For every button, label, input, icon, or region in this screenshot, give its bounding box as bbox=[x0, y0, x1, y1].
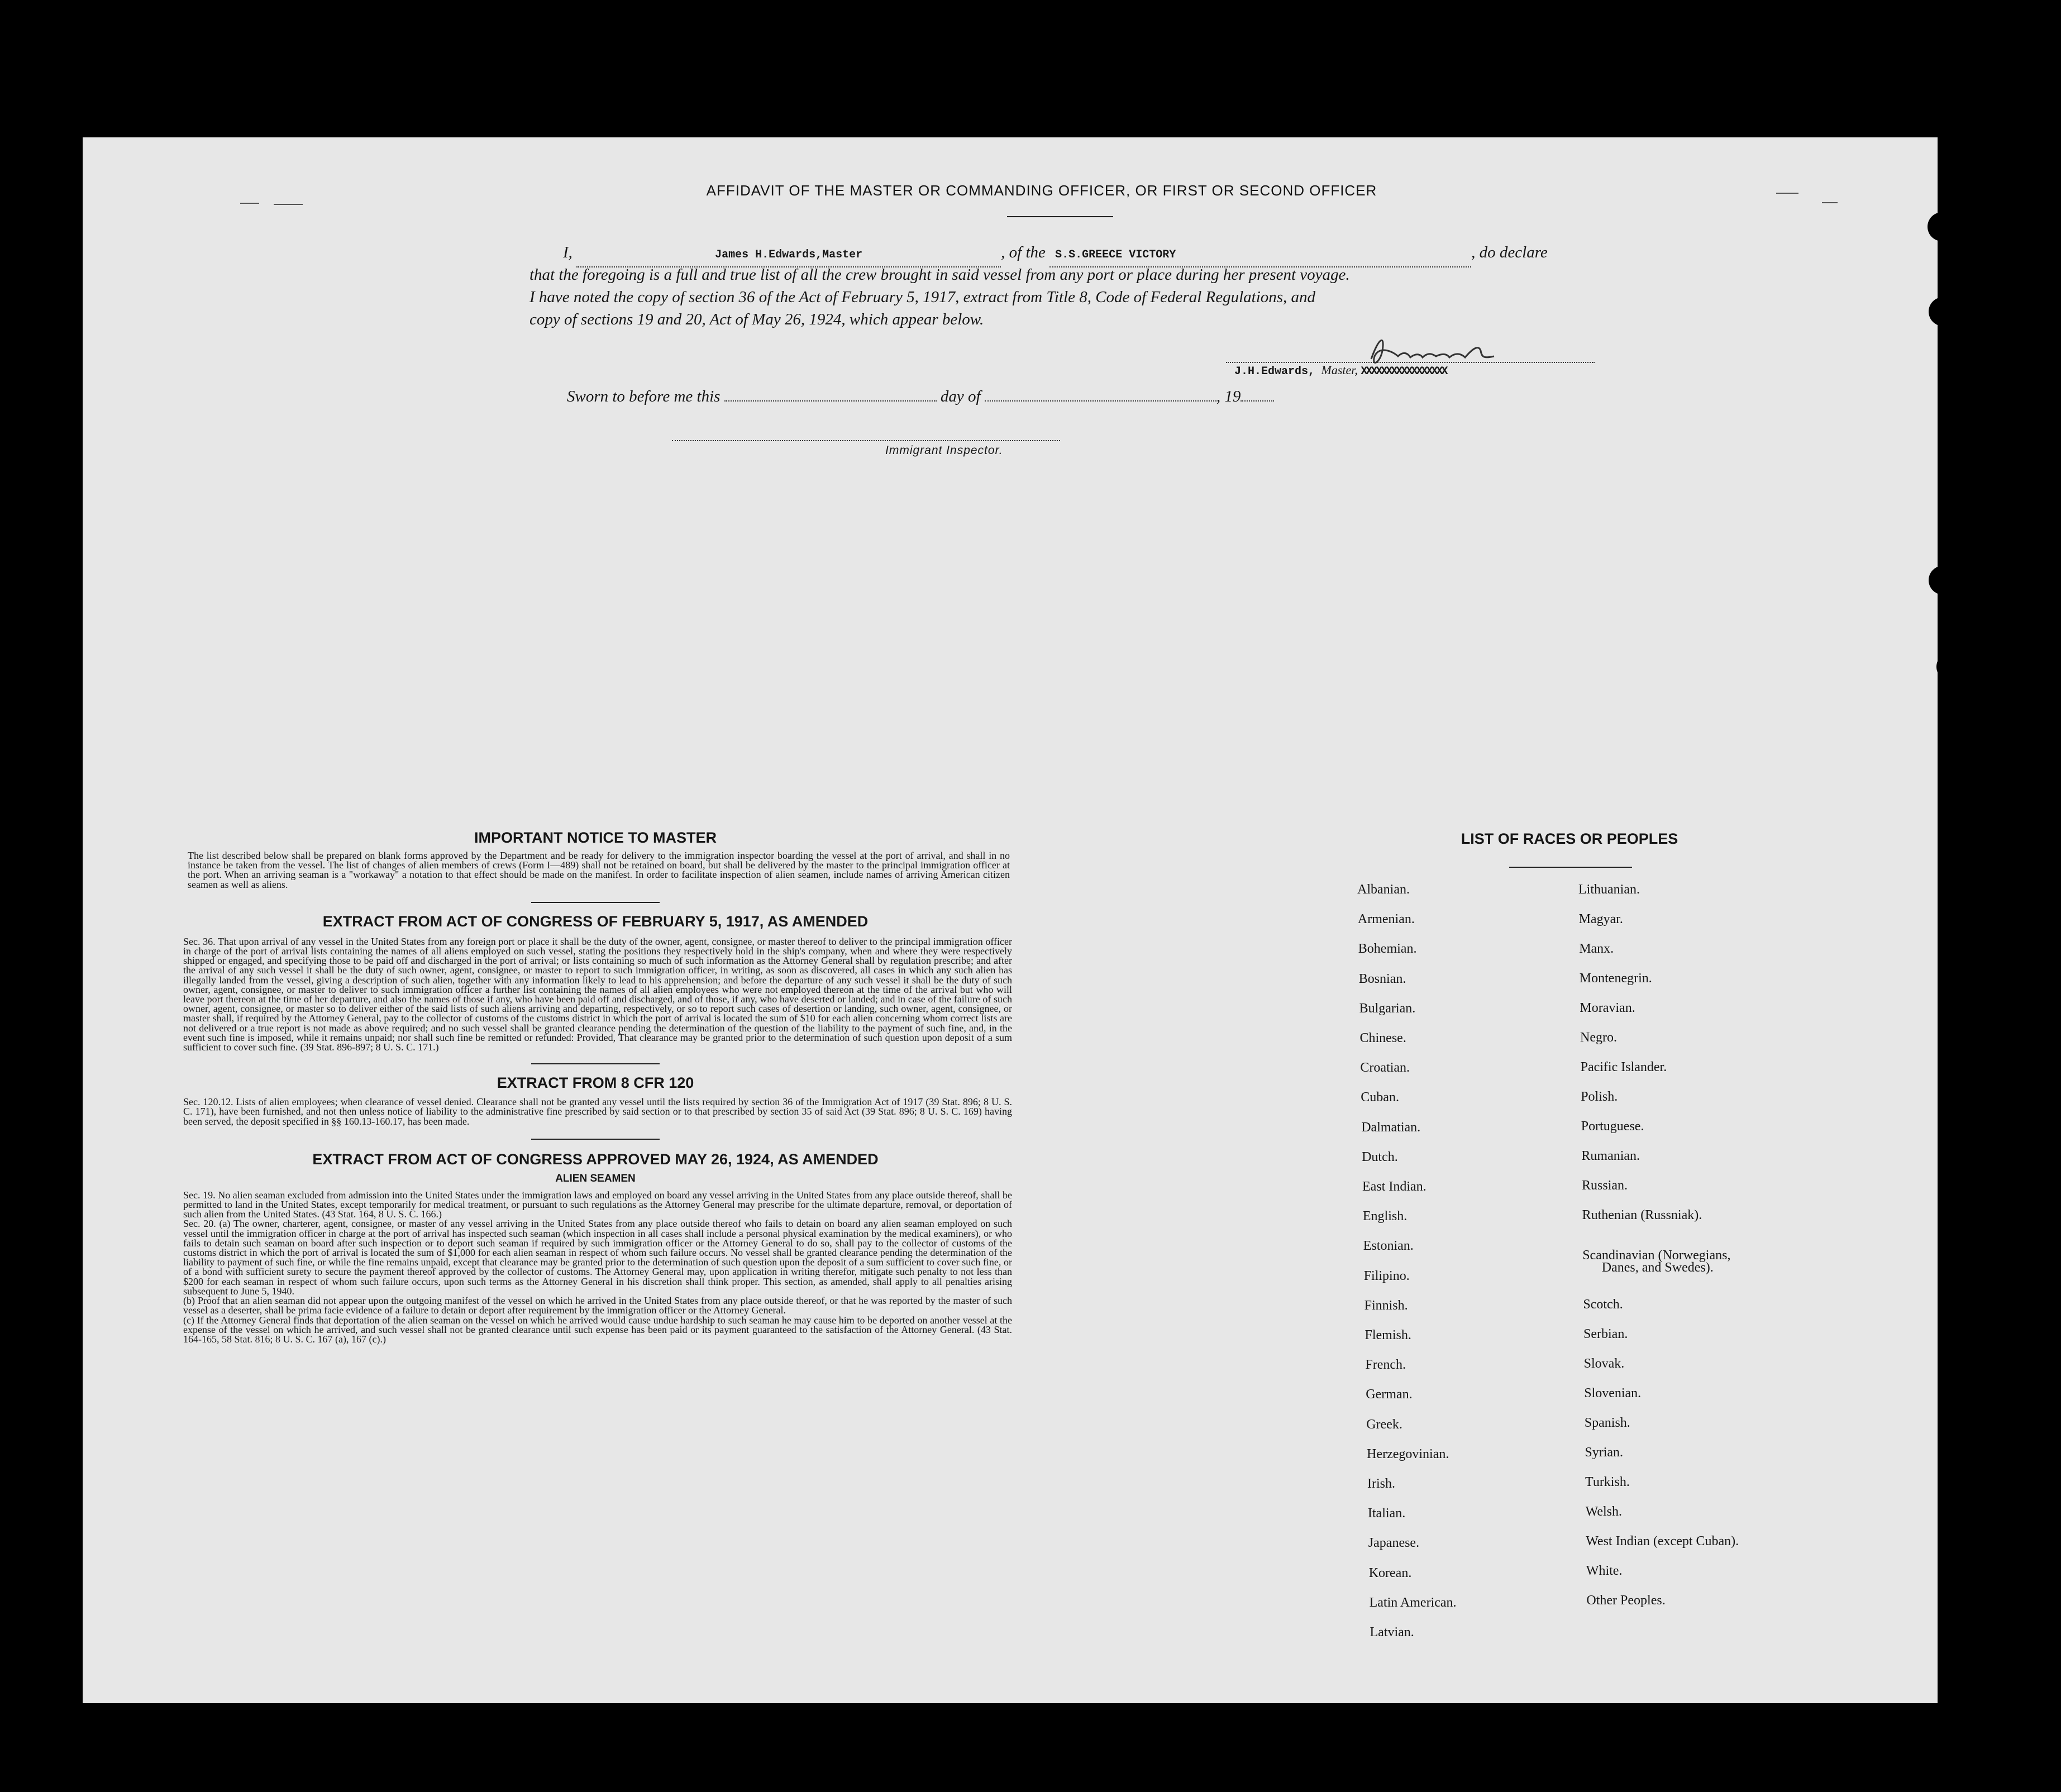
race-item: Greek. bbox=[1366, 1417, 1402, 1432]
race-item: German. bbox=[1366, 1387, 1413, 1402]
punch-hole bbox=[1929, 566, 1958, 595]
divider bbox=[531, 1063, 660, 1064]
race-item: Bulgarian. bbox=[1359, 1001, 1416, 1016]
race-item: Filipino. bbox=[1363, 1268, 1410, 1283]
affidavit-line-4: copy of sections 19 and 20, Act of May 26, 1924, which appear below. bbox=[529, 310, 984, 328]
signer-typed-name: J.H.Edwards, bbox=[1234, 365, 1315, 378]
race-item: Herzegovinian. bbox=[1367, 1446, 1449, 1461]
scan-mark bbox=[1776, 193, 1798, 194]
extract-1924-sec20b: (b) Proof that an alien seaman did not appear upon the outgoing manifest of the vessel on which he arrived in the United States from any place outside thereof, or that he was reported by the master of such vessel as a deserter, shall be prima facie evidence of a failure to detain or deport after requirement by the immigration officer or the Attorney General. bbox=[183, 1295, 1012, 1316]
legal-notices bbox=[179, 829, 1012, 1344]
signer-struck-title: XXXXXXXXXXXXXXXXX bbox=[1361, 365, 1447, 378]
year-label: , 19 bbox=[1216, 388, 1241, 405]
extract-1924-sec20c: (c) If the Attorney General finds that deportation of the alien seaman on the vessel on which he arrived would cause undue hardship to such seaman he may cause him to be deported on another vessel at the expense of the vessel on which he arrived, and such vessel shall not be granted clearance until such expense has been paid or its payment guaranteed to the satisfaction of the Attorney General. (43 Stat. 164-165, 58 Stat. 816; 8 U. S. C. 167 (a), 167 (c).) bbox=[183, 1314, 1012, 1345]
race-item: West Indian (except Cuban). bbox=[1586, 1534, 1739, 1549]
divider bbox=[531, 902, 660, 903]
extract-1924-title: EXTRACT FROM ACT OF CONGRESS APPROVED MAY 26, 1924, AS AMENDED bbox=[312, 1150, 879, 1168]
race-item: Slovenian. bbox=[1584, 1386, 1642, 1401]
races-title-underline bbox=[1509, 867, 1632, 868]
race-item: Negro. bbox=[1580, 1030, 1617, 1045]
affidavit-line-3: I have noted the copy of section 36 of the Act of February 5, 1917, extract from Title 8, Code of Federal Regulations, and bbox=[529, 288, 1316, 306]
race-item: Latvian. bbox=[1370, 1625, 1414, 1640]
race-item: Albanian. bbox=[1357, 882, 1410, 897]
race-item: Slovak. bbox=[1583, 1356, 1625, 1371]
extract-1924-subtitle: ALIEN SEAMEN bbox=[555, 1172, 636, 1184]
race-item: Russian. bbox=[1582, 1178, 1628, 1193]
scan-mark bbox=[1822, 202, 1838, 203]
extract-1924-sec19: Sec. 19. No alien seaman excluded from admission into the United States under the immigration laws and employed on board any vessel arriving in the United States from any place outside thereof, shall be permitted to land in the United States, except temporarily for medical treatment, or pursuant to such regulations as the Attorney General may prescribe for the ultimate departure, removal, or deportation of such alien from the United States. (43 Stat. 164, 8 U. S. C. 166.) bbox=[183, 1189, 1012, 1220]
extract-1924-sec20a: Sec. 20. (a) The owner, charterer, agent, consignee, or master of any vessel arriving in the United States from any place outside thereof who fails to detain on board any alien seaman employed on such vessel until the immigration officer in charge at the port of arrival has inspected such seaman (which inspection in all cases shall include a personal physical examination by the medical examiners), or who fails to detain such seaman on board after such inspection or to deport such seaman if required by such immigration officer or the Attorney General to do so, shall pay to the collector of customs of the customs district in which the port of arrival is located the sum of $1,000 for each alien seaman in respect of whom such failure occurs. No vessel shall be granted clearance pending the determination of the liability to payment of such fine, or while the fine remains unpaid, except that clearance may be granted prior to the determination of such question upon the deposit of a sum sufficient to cover such fine, or of a bond with sufficient surety to secure the payment thereof approved by the collector of customs. The Attorney General may, upon application in writing therefor, mitigate such penalty to not less than $200 for each seaman in respect of whom such failure occurs, upon such terms as the Attorney General in his discretion shall think proper. This section, as amended, shall apply to all penalties arising subsequent to June 5, 1940. bbox=[183, 1218, 1012, 1297]
notice-title: IMPORTANT NOTICE TO MASTER bbox=[474, 829, 717, 846]
race-item: Irish. bbox=[1367, 1476, 1395, 1491]
race-item: Lithuanian. bbox=[1578, 882, 1640, 897]
race-item: Cuban. bbox=[1361, 1090, 1399, 1105]
cfr-title: EXTRACT FROM 8 CFR 120 bbox=[497, 1074, 694, 1092]
extract-1917-body: Sec. 36. That upon arrival of any vessel in the United States from any foreign port or place it shall be the duty of the owner, agent, consignee, or master thereof to deliver to the principal immigration officer in charge of the port of arrival lists containing the names of all aliens employed on such vessel, stating the positions they respectively hold in the ship's company, when and where they were respectively shipped or engaged, and specifying those to be paid off and discharged in the port of arrival; or lists containing so much of such information as the Attorney General shall by regulation prescribe; and after the arrival of any such vessel it shall be the duty of such owner, agent, consignee, or master to report to such immigration officer, in writing, as soon as discovered, all cases in which any such alien has illegally landed from the vessel, giving a description of such alien, together with any information likely to lead to his apprehension; and before the departure of any such vessel it shall be the duty of such owner, agent, consignee, or master to deliver to such immigration officer a further list containing the names of all alien employees who were not employed thereon at the time of the arrival but who will leave port thereon at the time of her departure, and also the names of those if any, who have been paid off and discharged, and of those, if any, who have deserted or landed; and in case of the failure of such owner, agent, consignee, or master so to deliver either of the said lists of such aliens arriving and departing, respectively, or so to report such cases of desertion or landing, such owner, agent, consignee, or master shall, if required by the Attorney General, pay to the collector of customs of the customs district in which the port of arrival is located the sum of $10 for each alien concerning whom correct lists are not delivered or a true report is not made as above required; and no such vessel shall be granted clearance pending the determination of the question of the liability to the payment of such fine, and, in the event such fine is imposed, while it remains unpaid; nor shall such fine be remitted or refunded: Provided, That clearance may be granted prior to the determination of such question upon deposit of a sum sufficient to cover such fine. (39 Stat. 896-897; 8 U. S. C. 171.) bbox=[183, 935, 1012, 1053]
race-item: Other Peoples. bbox=[1586, 1593, 1666, 1608]
race-item: French. bbox=[1365, 1358, 1406, 1373]
race-item: Portuguese. bbox=[1581, 1119, 1644, 1134]
sworn-line bbox=[567, 385, 1274, 408]
master-name: James H.Edwards,Master bbox=[715, 249, 863, 261]
title-underline bbox=[1007, 216, 1113, 217]
inspector-label: Immigrant Inspector. bbox=[885, 444, 1003, 457]
race-item: Spanish. bbox=[1584, 1416, 1630, 1430]
race-item: Magyar. bbox=[1578, 912, 1623, 926]
punch-hole bbox=[1936, 652, 1965, 681]
race-item: Bosnian. bbox=[1358, 971, 1406, 986]
sworn-year-field[interactable] bbox=[1241, 400, 1274, 402]
race-item: Croatian. bbox=[1360, 1060, 1410, 1076]
race-item: East Indian. bbox=[1362, 1179, 1427, 1194]
race-item: Korean. bbox=[1368, 1565, 1412, 1580]
race-item: Pacific Islander. bbox=[1580, 1060, 1667, 1074]
race-item: Finnish. bbox=[1364, 1298, 1408, 1313]
signer-title: Master, bbox=[1321, 363, 1358, 377]
race-item: Bohemian. bbox=[1358, 942, 1417, 957]
sworn-month-field[interactable] bbox=[985, 400, 1216, 402]
race-item: Dutch. bbox=[1362, 1149, 1398, 1164]
race-item: Scandinavian (Norwegians, bbox=[1582, 1248, 1731, 1263]
race-item: Manx. bbox=[1579, 942, 1614, 956]
extract-1917-title: EXTRACT FROM ACT OF CONGRESS OF FEBRUARY 5, 1917, AS AMENDED bbox=[322, 912, 869, 930]
notice-body: The list described below shall be prepared on blank forms approved by the Department and be ready for delivery to the immigration inspector boarding the vessel at the port of arrival, and shall in no instance be taken from the vessel. The list of changes of alien members of crews (Form I—489) shall not be retained on board, but shall be delivered by the master to the principal immigration officer at the port. When an arriving seaman is a "workaway" a notation to that effect should be made on the manifest. In order to facilitate inspection of alien seamen, include names of arriving American citizen seamen as well as aliens. bbox=[188, 850, 1010, 890]
vessel-name: S.S.GREECE VICTORY bbox=[1055, 249, 1176, 261]
race-item: Flemish. bbox=[1365, 1328, 1411, 1342]
race-item: Montenegrin. bbox=[1579, 971, 1652, 986]
race-item: Estonian. bbox=[1363, 1239, 1414, 1254]
race-item: Moravian. bbox=[1580, 1001, 1635, 1015]
sworn-label: Sworn to before me this bbox=[567, 388, 721, 405]
punch-hole bbox=[1959, 1583, 1988, 1612]
race-item: Ruthenian (Russniak). bbox=[1582, 1208, 1702, 1222]
punch-hole bbox=[1957, 1498, 1986, 1527]
races-title: LIST OF RACES OR PEOPLES bbox=[1461, 830, 1678, 847]
race-item: White. bbox=[1586, 1564, 1623, 1578]
race-item: Chinese. bbox=[1359, 1031, 1406, 1045]
race-item: Japanese. bbox=[1368, 1536, 1420, 1551]
race-item: Turkish. bbox=[1585, 1475, 1630, 1489]
scan-mark bbox=[274, 204, 303, 205]
do-declare-label: , do declare bbox=[1471, 243, 1548, 261]
punch-hole bbox=[1928, 212, 1957, 241]
scan-mark bbox=[240, 203, 259, 204]
race-item: Latin American. bbox=[1369, 1595, 1457, 1610]
punch-hole bbox=[1952, 1229, 1981, 1258]
race-item: Serbian. bbox=[1583, 1327, 1628, 1341]
affidavit-i: I, bbox=[563, 243, 572, 261]
cfr-body: Sec. 120.12. Lists of alien employees; when clearance of vessel denied. Clearance shall not be granted any vessel until the lists required by section 36 of the Immigration Act of 1917 (39 Stat. 896; 8 U. S. C. 171), have been furnished, and not then unless notice of liability to the administrative fine prescribed by said section or to that prescribed by section 35 of said Act (39 Stat. 896; 8 U. S. C. 169) having been served, the deposit specified in §§ 160.13-160.17, has been made. bbox=[183, 1096, 1012, 1127]
race-item: Scotch. bbox=[1583, 1297, 1623, 1312]
day-of-label: day of bbox=[940, 388, 981, 405]
inspector-signature-line[interactable] bbox=[672, 440, 1060, 441]
race-item: Armenian. bbox=[1357, 912, 1415, 927]
race-item: Dalmatian. bbox=[1361, 1120, 1421, 1135]
affidavit-title: AFFIDAVIT OF THE MASTER OR COMMANDING OFFICER, OR FIRST OR SECOND OFFICER bbox=[706, 182, 1377, 199]
race-item: Italian. bbox=[1367, 1506, 1406, 1521]
race-item: Polish. bbox=[1581, 1089, 1618, 1104]
signer-line bbox=[1234, 363, 1446, 378]
sworn-day-field[interactable] bbox=[724, 400, 937, 402]
affidavit-line-2: that the foregoing is a full and true list of all the crew brought in said vessel from any port or place during her present voyage. bbox=[529, 266, 1350, 284]
race-item: Rumanian. bbox=[1581, 1149, 1640, 1163]
race-item: Syrian. bbox=[1585, 1445, 1624, 1460]
race-item: Danes, and Swedes). bbox=[1601, 1260, 1714, 1275]
punch-hole bbox=[1929, 297, 1958, 326]
divider bbox=[531, 1139, 660, 1140]
race-item: English. bbox=[1362, 1209, 1408, 1224]
punch-hole bbox=[1948, 1142, 1977, 1171]
of-the-label: , of the bbox=[1001, 243, 1046, 261]
race-item: Welsh. bbox=[1585, 1504, 1622, 1519]
